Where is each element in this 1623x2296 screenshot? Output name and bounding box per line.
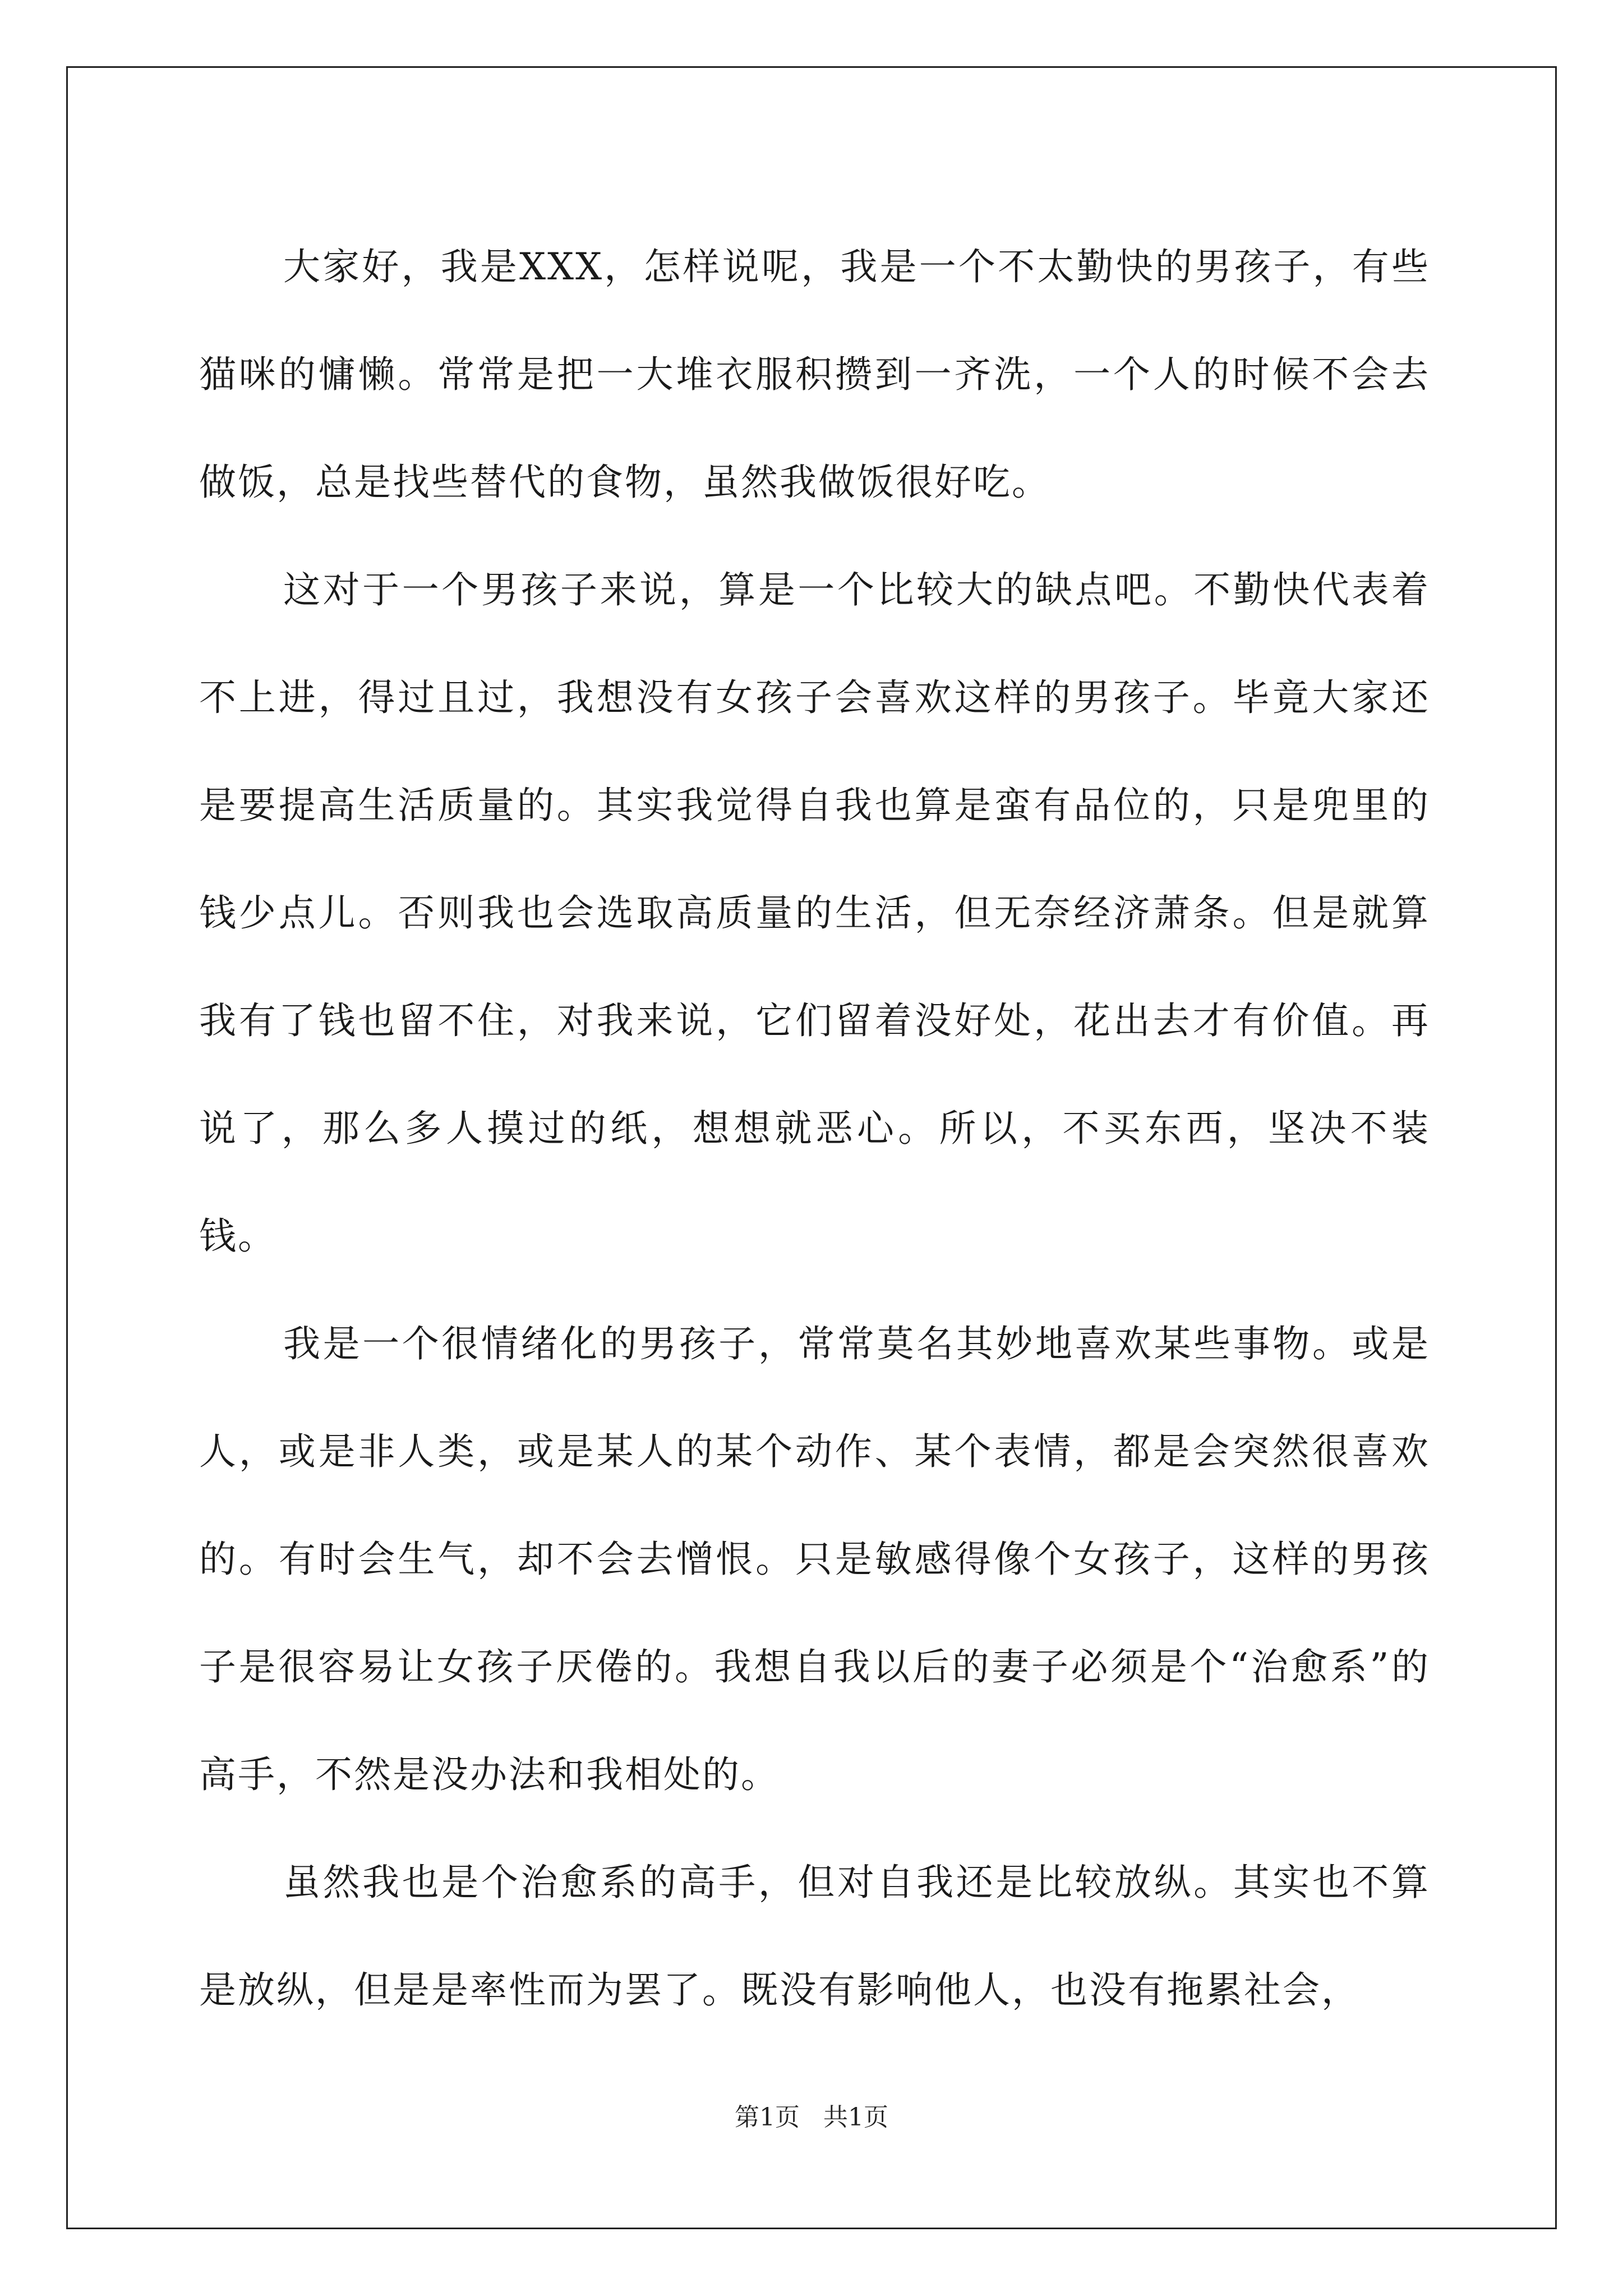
page-number: 第1页	[735, 2103, 800, 2132]
page-total: 共1页	[823, 2103, 888, 2132]
paragraph-4: 虽然我也是个治愈系的高手，但对自我还是比较放纵。其实也不算是放纵，但是是率性而为罢了。既没有影响他人，也没有拖累社会，	[199, 1861, 1430, 2012]
paragraph-3: 我是一个很情绪化的男孩子，常常莫名其妙地喜欢某些事物。或是人，或是非人类，或是某人的某个动作、某个表情，都是会突然很喜欢的。有时会生气，却不会去憎恨。只是敏感得像个女孩子，这样的男孩子是很容易让女孩子厌倦的。我想自我以后的妻子必须是个“治愈系”的高手，不然是没办法和我相处的。	[199, 1322, 1430, 1796]
document-body	[199, 213, 1430, 2044]
page-footer	[0, 2097, 1623, 2133]
paragraph-2: 这对于一个男孩子来说，算是一个比较大的缺点吧。不勤快代表着不上进，得过且过，我想没有女孩子会喜欢这样的男孩子。毕竟大家还是要提高生活质量的。其实我觉得自我也算是蛮有品位的，只是兜里的钱少点儿。否则我也会选取高质量的生活，但无奈经济萧条。但是就算我有了钱也留不住，对我来说，它们留着没好处，花出去才有价值。再说了，那么多人摸过的纸，想想就恶心。所以，不买东西，坚决不装钱。	[199, 568, 1430, 1258]
paragraph-1: 大家好，我是XXX，怎样说呢，我是一个不太勤快的男孩子，有些猫咪的慵懒。常常是把一大堆衣服积攒到一齐洗，一个人的时候不会去做饭，总是找些替代的食物，虽然我做饭很好吃。	[199, 245, 1430, 504]
